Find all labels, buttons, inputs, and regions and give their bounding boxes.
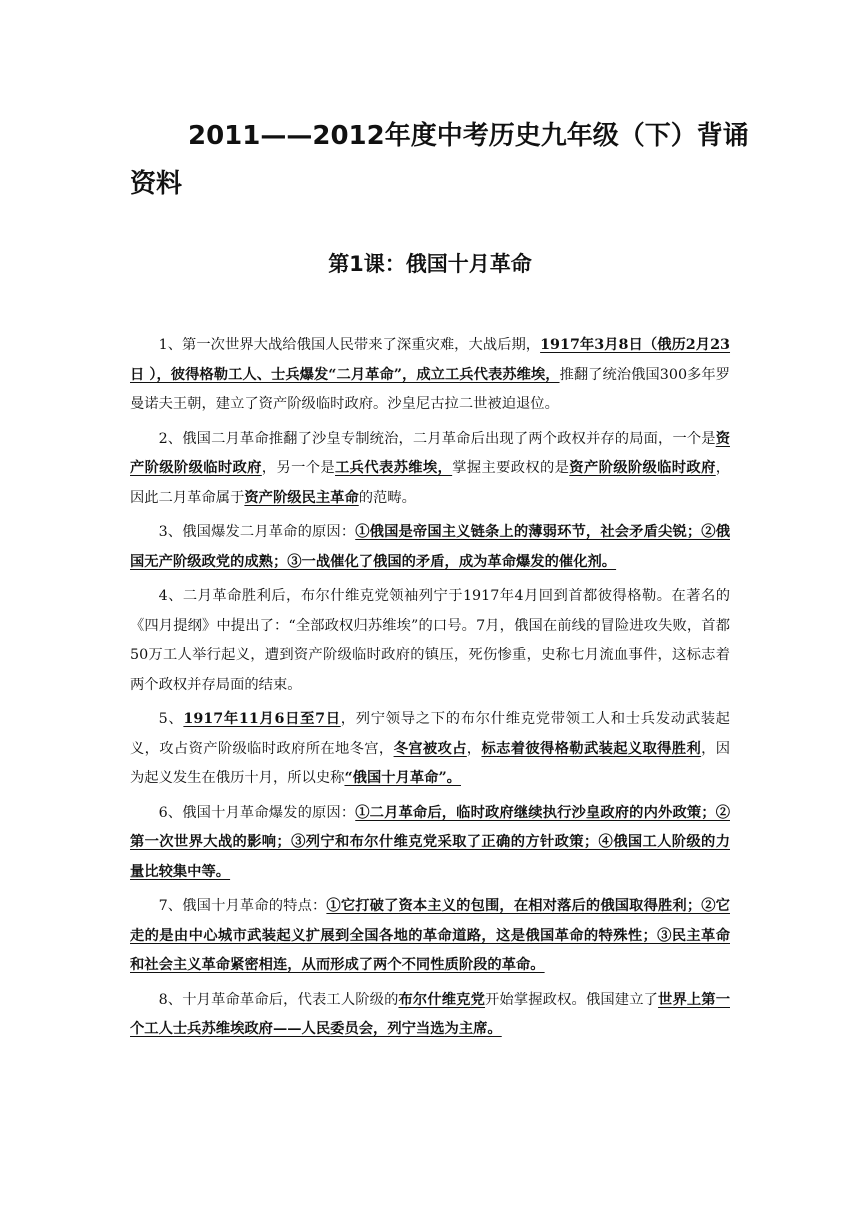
body-text: ， xyxy=(466,740,482,757)
key-point-text: 1917年11月6日至7日 xyxy=(183,711,341,727)
paragraph-8 xyxy=(130,986,730,1045)
body-text: ，另一个是 xyxy=(261,460,336,476)
body-text: ，列宁领导之下的布尔什维克党带领工人和士兵发动武装起义，攻占资产阶级临时政府所在地冬宫， xyxy=(130,711,730,757)
paragraph-4 xyxy=(130,582,730,700)
body-text: 开始掌握政权。俄国建立了 xyxy=(485,991,659,1008)
paragraph-5 xyxy=(130,705,730,794)
key-point-text: 布尔什维克党 xyxy=(398,991,486,1008)
lesson-body xyxy=(130,331,730,1050)
paragraph-2 xyxy=(130,425,730,514)
document-title: 2011——2012年度中考历史九年级（下）背诵资料 xyxy=(130,121,749,199)
key-point-text: 冬宫被攻占 xyxy=(393,740,467,757)
body-text: 3、俄国爆发二月革命的原因： xyxy=(158,524,356,540)
body-text: 的范畴。 xyxy=(358,489,416,506)
lesson-title: 第1课：俄国十月革命 xyxy=(328,252,532,276)
body-text: ，因此二月革命属于 xyxy=(130,460,731,506)
key-point-text: “俄国十月革命”。 xyxy=(344,770,461,786)
paragraph-6 xyxy=(130,799,730,888)
key-point-text: 资产阶级民主革命 xyxy=(244,489,359,506)
paragraph-3 xyxy=(130,518,730,577)
body-text: 推翻了统治俄国300多年罗曼诺夫王朝，建立了资产阶级临时政府。沙皇尼古拉二世被迫退位。 xyxy=(130,366,730,412)
key-point-text: 世界上第一个工人士兵苏维埃政府——人民委员会，列宁当选为主席。 xyxy=(130,991,730,1037)
key-point-text: 1917年3月8日（俄历2月23日 ），彼得格勒工人、士兵爆发“二月革命”，成立工兵代表苏维埃， xyxy=(130,337,731,383)
key-point-text: ①俄国是帝国主义链条上的薄弱环节，社会矛盾尖锐；②俄国无产阶级政党的成熟；③一战催化了俄国的矛盾，成为革命爆发的催化剂。 xyxy=(130,524,730,570)
body-text: 5、 xyxy=(158,711,184,727)
body-text: 1、第一次世界大战给俄国人民带来了深重灾难，大战后期， xyxy=(158,337,541,353)
body-text: ，因为起义发生在俄历十月，所以史称 xyxy=(130,740,731,786)
body-text: 7、俄国十月革命的特点： xyxy=(158,898,327,914)
body-text: 2、俄国二月革命推翻了沙皇专制统治，二月革命后出现了两个政权并存的局面，一个是 xyxy=(158,430,716,447)
body-text: 8、十月革命革命后，代表工人阶级的 xyxy=(158,991,399,1008)
key-point-text: 工兵代表苏维埃， xyxy=(335,460,453,476)
key-point-text: ①它打破了资本主义的包围，在相对落后的俄国取得胜利；②它走的是由中心城市武装起义扩展到全国各地的革命道路，这是俄国革命的特殊性；③民主革命和社会主义革命紧密相连，从而形成了两个不同性质阶段的革命。 xyxy=(130,898,730,973)
body-text: 掌握主要政权的是 xyxy=(452,460,570,476)
key-point-text: 标志着彼得格勒武装起义取得胜利 xyxy=(481,740,702,757)
key-point-text: ①二月革命后，临时政府继续执行沙皇政府的内外政策；②第一次世界大战的影响；③列宁和布尔什维克党采取了正确的方针政策；④俄国工人阶级的力量比较集中等。 xyxy=(130,804,730,880)
paragraph-1 xyxy=(130,331,730,420)
paragraph-7 xyxy=(130,892,730,981)
body-text: 6、俄国十月革命爆发的原因： xyxy=(158,804,356,821)
key-point-text: 资产阶级阶级临时政府 xyxy=(569,460,716,476)
key-point-text: 资产阶级阶级临时政府 xyxy=(130,430,730,476)
body-text: 4、二月革命胜利后，布尔什维克党领袖列宁于1917年4月回到首都彼得格勒。在著名的《四月提纲》中提出了：“全部政权归苏维埃”的口号。7月，俄国在前线的冒险进攻失败，首都50万工人举行起义，遭到资产阶级临时政府的镇压，死伤惨重，史称七月流血事件，这标志着两个政权并存局面的结束。 xyxy=(130,588,730,693)
